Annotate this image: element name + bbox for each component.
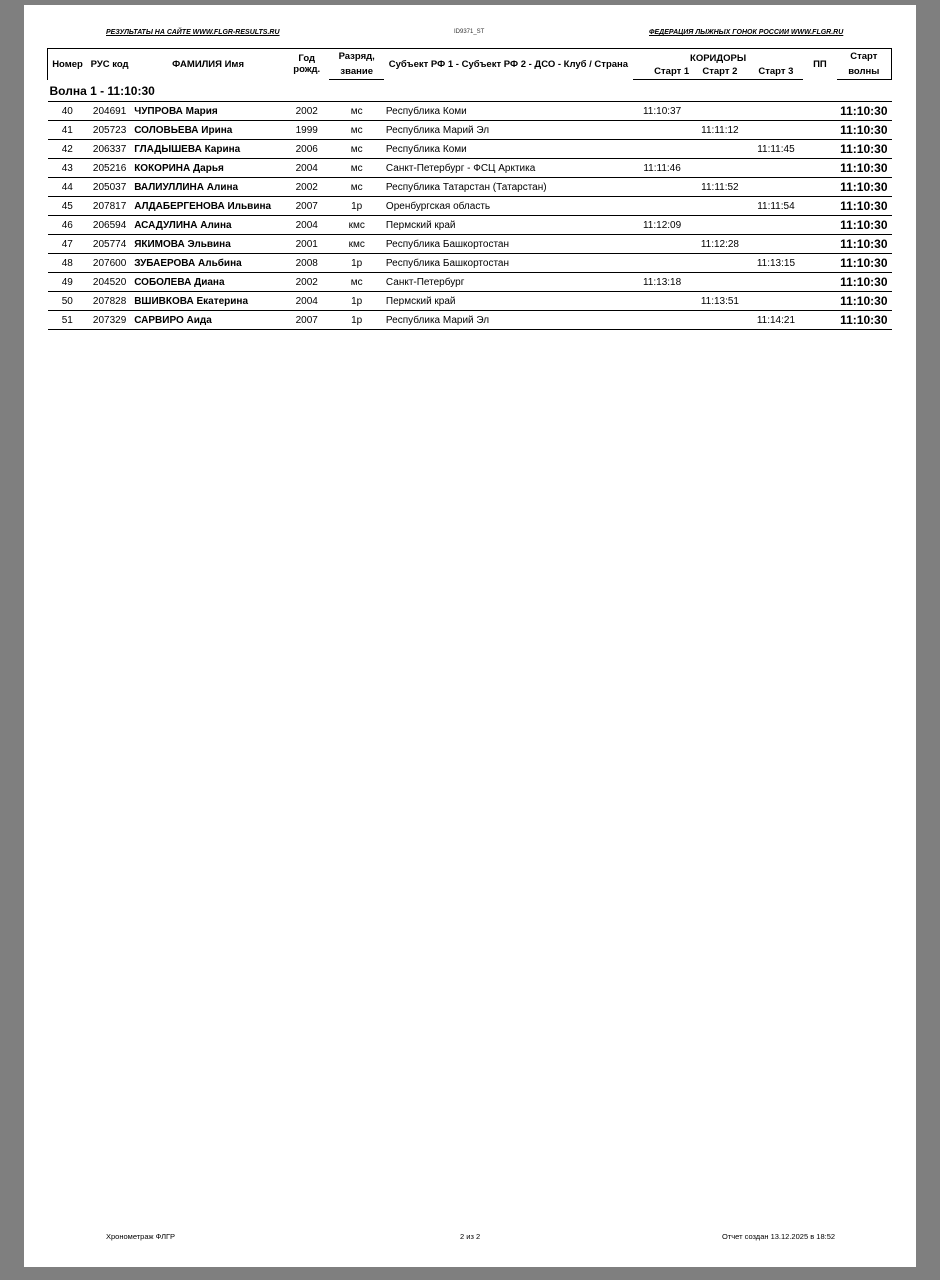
cell-start3 — [749, 216, 804, 235]
cell-wave-start: 11:10:30 — [837, 159, 892, 178]
cell-start3 — [749, 102, 804, 121]
cell-start2 — [691, 197, 748, 216]
cell-pp — [803, 197, 836, 216]
cell-rus-code: 207329 — [87, 311, 132, 330]
cell-pp — [803, 216, 836, 235]
cell-name: СОЛОВЬЕВА Ирина — [132, 121, 284, 140]
cell-birth-year: 2001 — [284, 235, 329, 254]
table-row — [48, 140, 892, 159]
cell-number: 45 — [48, 197, 88, 216]
table-body — [48, 80, 892, 330]
cell-number: 51 — [48, 311, 88, 330]
cell-rus-code: 207828 — [87, 292, 132, 311]
cell-rus-code: 207600 — [87, 254, 132, 273]
cell-region: Республика Башкортостан — [384, 254, 633, 273]
table-row — [48, 102, 892, 121]
cell-start3: 11:13:15 — [749, 254, 804, 273]
col-start3: Старт 3 — [749, 64, 804, 80]
cell-birth-year: 2008 — [284, 254, 329, 273]
table-row — [48, 254, 892, 273]
cell-pp — [803, 254, 836, 273]
wave-title: Волна 1 - 11:10:30 — [48, 80, 892, 102]
cell-wave-start: 11:10:30 — [837, 121, 892, 140]
cell-pp — [803, 311, 836, 330]
cell-start1 — [633, 121, 691, 140]
table-row — [48, 159, 892, 178]
footer-page-number: 2 из 2 — [460, 1232, 481, 1241]
cell-number: 43 — [48, 159, 88, 178]
col-corridors: КОРИДОРЫ — [633, 49, 803, 65]
cell-start3 — [749, 292, 804, 311]
cell-rus-code: 207817 — [87, 197, 132, 216]
cell-birth-year: 1999 — [284, 121, 329, 140]
cell-region: Республика Коми — [384, 140, 633, 159]
cell-region: Республика Коми — [384, 102, 633, 121]
cell-name: ВАЛИУЛЛИНА Алина — [132, 178, 284, 197]
cell-birth-year: 2002 — [284, 178, 329, 197]
cell-name: ГЛАДЫШЕВА Карина — [132, 140, 284, 159]
cell-start2: 11:13:51 — [691, 292, 748, 311]
cell-name: ЗУБАЕРОВА Альбина — [132, 254, 284, 273]
footer-report-created: Отчет создан 13.12.2025 в 18:52 — [722, 1232, 836, 1241]
cell-rank: мс — [329, 178, 383, 197]
cell-name: ВШИВКОВА Екатерина — [132, 292, 284, 311]
cell-name: АЛДАБЕРГЕНОВА Ильвина — [132, 197, 284, 216]
cell-birth-year: 2006 — [284, 140, 329, 159]
col-start1: Старт 1 — [633, 64, 691, 80]
cell-rank: 1р — [329, 292, 383, 311]
cell-pp — [803, 121, 836, 140]
cell-wave-start: 11:10:30 — [837, 235, 892, 254]
cell-rank: 1р — [329, 311, 383, 330]
cell-rank: 1р — [329, 197, 383, 216]
footer-timing: Хронометраж ФЛГР — [106, 1232, 176, 1241]
cell-number: 42 — [48, 140, 88, 159]
cell-rus-code: 204520 — [87, 273, 132, 292]
cell-name: ЧУПРОВА Мария — [132, 102, 284, 121]
cell-birth-year: 2002 — [284, 273, 329, 292]
cell-birth-year: 2004 — [284, 216, 329, 235]
cell-start2 — [691, 254, 748, 273]
cell-wave-start: 11:10:30 — [837, 273, 892, 292]
cell-wave-start: 11:10:30 — [837, 197, 892, 216]
table-row — [48, 292, 892, 311]
cell-rank: кмс — [329, 216, 383, 235]
cell-name: КОКОРИНА Дарья — [132, 159, 284, 178]
cell-wave-start: 11:10:30 — [837, 178, 892, 197]
cell-number: 46 — [48, 216, 88, 235]
cell-region: Оренбургская область — [384, 197, 633, 216]
cell-region: Республика Башкортостан — [384, 235, 633, 254]
cell-rus-code: 206594 — [87, 216, 132, 235]
cell-start2 — [691, 273, 748, 292]
cell-rank: мс — [329, 273, 383, 292]
cell-birth-year: 2004 — [284, 159, 329, 178]
cell-start2 — [691, 216, 748, 235]
table-row — [48, 178, 892, 197]
table-row — [48, 235, 892, 254]
cell-rank: мс — [329, 140, 383, 159]
cell-rank: мс — [329, 159, 383, 178]
cell-start1 — [633, 254, 691, 273]
cell-region: Санкт-Петербург — [384, 273, 633, 292]
cell-rus-code: 205037 — [87, 178, 132, 197]
cell-name: ЯКИМОВА Эльвина — [132, 235, 284, 254]
cell-start2 — [691, 159, 748, 178]
cell-start3 — [749, 121, 804, 140]
col-rus-code: РУС код — [87, 49, 132, 80]
cell-start1 — [633, 292, 691, 311]
cell-number: 48 — [48, 254, 88, 273]
cell-birth-year: 2007 — [284, 311, 329, 330]
col-rank-line1: Разряд, — [329, 49, 383, 65]
cell-wave-start: 11:10:30 — [837, 140, 892, 159]
table-header — [48, 49, 892, 80]
cell-pp — [803, 140, 836, 159]
cell-rank: 1р — [329, 254, 383, 273]
cell-rank: мс — [329, 121, 383, 140]
cell-pp — [803, 292, 836, 311]
cell-start2: 11:12:28 — [691, 235, 748, 254]
cell-number: 40 — [48, 102, 88, 121]
cell-number: 50 — [48, 292, 88, 311]
cell-birth-year: 2007 — [284, 197, 329, 216]
cell-region: Санкт-Петербург - ФСЦ Арктика — [384, 159, 633, 178]
cell-start1: 11:10:37 — [633, 102, 691, 121]
cell-start3 — [749, 159, 804, 178]
cell-start3 — [749, 178, 804, 197]
wave-group-row — [48, 80, 892, 102]
cell-start3 — [749, 273, 804, 292]
cell-region: Пермский край — [384, 216, 633, 235]
cell-start2 — [691, 140, 748, 159]
cell-rank: мс — [329, 102, 383, 121]
cell-name: АСАДУЛИНА Алина — [132, 216, 284, 235]
document-page — [24, 5, 916, 1267]
col-start2: Старт 2 — [691, 64, 748, 80]
cell-start3 — [749, 235, 804, 254]
cell-start1: 11:13:18 — [633, 273, 691, 292]
cell-region: Республика Марий Эл — [384, 121, 633, 140]
start-list-table — [47, 48, 892, 330]
col-rank-line2: звание — [329, 64, 383, 80]
cell-start2: 11:11:52 — [691, 178, 748, 197]
cell-start1 — [633, 178, 691, 197]
cell-rus-code: 205723 — [87, 121, 132, 140]
cell-name: САРВИРО Аида — [132, 311, 284, 330]
cell-region: Пермский край — [384, 292, 633, 311]
cell-rus-code: 205216 — [87, 159, 132, 178]
col-name: ФАМИЛИЯ Имя — [132, 49, 284, 80]
cell-birth-year: 2002 — [284, 102, 329, 121]
cell-name: СОБОЛЕВА Диана — [132, 273, 284, 292]
cell-number: 41 — [48, 121, 88, 140]
cell-start1 — [633, 140, 691, 159]
header-federation-link[interactable]: ФЕДЕРАЦИЯ ЛЫЖНЫХ ГОНОК РОССИИ WWW.FLGR.RU — [649, 29, 844, 36]
cell-start3: 11:14:21 — [749, 311, 804, 330]
cell-pp — [803, 273, 836, 292]
cell-start3: 11:11:54 — [749, 197, 804, 216]
cell-wave-start: 11:10:30 — [837, 292, 892, 311]
cell-number: 47 — [48, 235, 88, 254]
cell-start1: 11:11:46 — [633, 159, 691, 178]
cell-start1 — [633, 311, 691, 330]
table-row — [48, 273, 892, 292]
cell-start2: 11:11:12 — [691, 121, 748, 140]
cell-wave-start: 11:10:30 — [837, 102, 892, 121]
cell-pp — [803, 235, 836, 254]
table-row — [48, 197, 892, 216]
cell-wave-start: 11:10:30 — [837, 254, 892, 273]
cell-pp — [803, 159, 836, 178]
col-region: Субъект РФ 1 - Субъект РФ 2 - ДСО - Клуб / Страна — [384, 49, 633, 80]
col-birth-year: Год рожд. — [284, 49, 329, 80]
table-row — [48, 311, 892, 330]
header-results-link[interactable]: РЕЗУЛЬТАТЫ НА САЙТЕ WWW.FLGR-RESULTS.RU — [106, 29, 280, 36]
cell-start2 — [691, 102, 748, 121]
cell-start1 — [633, 235, 691, 254]
col-number: Номер — [48, 49, 88, 80]
cell-wave-start: 11:10:30 — [837, 216, 892, 235]
table-row — [48, 121, 892, 140]
col-wave-start-line2: волны — [837, 64, 892, 80]
col-pp: ПП — [803, 49, 836, 80]
cell-rus-code: 205774 — [87, 235, 132, 254]
cell-start1 — [633, 197, 691, 216]
cell-rus-code: 206337 — [87, 140, 132, 159]
cell-number: 49 — [48, 273, 88, 292]
cell-rus-code: 204691 — [87, 102, 132, 121]
cell-pp — [803, 178, 836, 197]
cell-number: 44 — [48, 178, 88, 197]
cell-region: Республика Марий Эл — [384, 311, 633, 330]
cell-region: Республика Татарстан (Татарстан) — [384, 178, 633, 197]
cell-wave-start: 11:10:30 — [837, 311, 892, 330]
cell-pp — [803, 102, 836, 121]
cell-start3: 11:11:45 — [749, 140, 804, 159]
table-row — [48, 216, 892, 235]
cell-start2 — [691, 311, 748, 330]
cell-rank: кмс — [329, 235, 383, 254]
cell-birth-year: 2004 — [284, 292, 329, 311]
header-document-id: ID9371_ST — [454, 29, 485, 35]
col-wave-start-line1: Старт — [837, 49, 892, 65]
cell-start1: 11:12:09 — [633, 216, 691, 235]
